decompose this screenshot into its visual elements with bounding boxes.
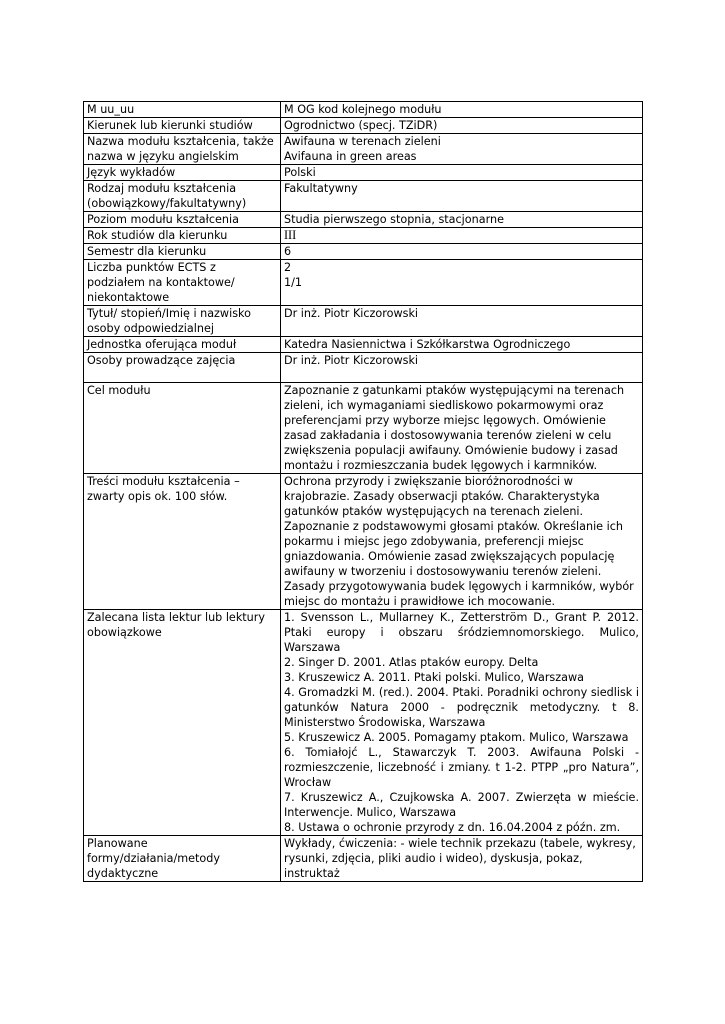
row-value: Ogrodnictwo (specj. TZiDR)	[281, 118, 643, 134]
module-info-table	[83, 101, 643, 882]
row-value: Zapoznanie z gatunkami ptaków występującymi na terenach zieleni, ich wymaganiami siedliskowo pokarmowymi oraz preferencjami przy wyborze miejsc lęgowych. Omówienie zasad zakładania i dostosowywania terenów zieleni w celu zwiększenia populacji awifauny. Omówienie budowy i zasad montażu i rozmieszczania budek lęgowych i karmników.	[281, 383, 643, 474]
row-value: Wykłady, ćwiczenia: - wiele technik przekazu (tabele, wykresy, rysunki, zdjęcia, pliki audio i wideo), dyskusja, pokaz, instruktaż	[281, 836, 643, 882]
row-label: Semestr dla kierunku	[84, 244, 281, 260]
module-name-pl: Awifauna w terenach zieleni	[284, 135, 441, 148]
table-row	[84, 118, 643, 134]
row-value	[281, 260, 643, 306]
reading-item: 3. Kruszewicz A. 2011. Ptaki polski. Mulico, Warszawa	[284, 671, 584, 684]
row-value: III	[281, 228, 643, 244]
row-label: Liczba punktów ECTS z podziałem na kontaktowe/ niekontaktowe	[84, 260, 281, 306]
reading-item: 5. Kruszewicz A. 2005. Pomagamy ptakom. Mulico, Warszawa	[284, 731, 629, 744]
table-row	[84, 244, 643, 260]
row-label: Zalecana lista lektur lub lektury obowiązkowe	[84, 610, 281, 836]
row-value: Studia pierwszego stopnia, stacjonarne	[281, 212, 643, 228]
row-label: Planowane formy/działania/metody dydaktyczne	[84, 836, 281, 882]
row-label: Rodzaj modułu kształcenia (obowiązkowy/fakultatywny)	[84, 181, 281, 212]
row-label: Poziom modułu kształcenia	[84, 212, 281, 228]
table-row	[84, 260, 643, 306]
row-value: Dr inż. Piotr Kiczorowski	[281, 306, 643, 337]
row-value	[281, 134, 643, 165]
row-value	[281, 353, 643, 383]
table-row	[84, 165, 643, 181]
ects-total: 2	[284, 261, 292, 274]
row-value: Ochrona przyrody i zwiększanie bioróżnorodności w krajobrazie. Zasady obserwacji ptaków. Charakterystyka gatunków ptaków występujących na terenach zieleni. Zapoznanie z podstawowymi głosami ptaków. Określanie ich pokarmu i miejsc jego zdobywania, preferencji miejsc gniazdowania. Omówienie zasad zwiększających populację awifauny w tworzeniu i dostosowywaniu terenów zieleni. Zasady przygotowywania budek lęgowych i karmników, wybór miejsc do montażu i prawidłowe ich mocowanie.	[281, 474, 643, 610]
row-label: Język wykładów	[84, 165, 281, 181]
reading-item: 4. Gromadzki M. (red.). 2004. Ptaki. Poradniki ochrony siedlisk i gatunków Natura 2000 - podręcznik metodyczny. t 8. Ministerstwo Środowiska, Warszawa	[284, 686, 639, 729]
table-row	[84, 383, 643, 474]
table-row	[84, 353, 643, 383]
row-label: Tytuł/ stopień/Imię i nazwisko osoby odpowiedzialnej	[84, 306, 281, 337]
table-row	[84, 228, 643, 244]
row-label: M uu_uu	[84, 102, 281, 118]
row-label: Nazwa modułu kształcenia, także nazwa w języku angielskim	[84, 134, 281, 165]
row-value: M OG kod kolejnego modułu	[281, 102, 643, 118]
table-row	[84, 836, 643, 882]
ects-split: 1/1	[284, 276, 303, 289]
table-row	[84, 337, 643, 353]
row-label: Osoby prowadzące zajęcia	[84, 353, 281, 383]
table-row	[84, 474, 643, 610]
row-value: Fakultatywny	[281, 181, 643, 212]
reading-item: 7. Kruszewicz A., Czujkowska A. 2007. Zwierzęta w mieście. Interwencje. Mulico, Warszawa	[284, 791, 639, 819]
table-row	[84, 610, 643, 836]
table-row	[84, 181, 643, 212]
row-value	[281, 610, 643, 836]
row-label: Treści modułu kształcenia – zwarty opis ok. 100 słów.	[84, 474, 281, 610]
reading-item: 1. Svensson L., Mullarney K., Zetterström D., Grant P. 2012. Ptaki europy i obszaru śródziemnomorskiego. Mulico, Warszawa	[284, 611, 639, 654]
reading-item: 2. Singer D. 2001. Atlas ptaków europy. Delta	[284, 656, 539, 669]
instructor-name: Dr inż. Piotr Kiczorowski	[284, 354, 419, 367]
module-description-sheet	[83, 101, 640, 882]
table-row	[84, 306, 643, 337]
row-label: Rok studiów dla kierunku	[84, 228, 281, 244]
row-value: Polski	[281, 165, 643, 181]
module-name-en: Avifauna in green areas	[284, 150, 417, 163]
row-value: Katedra Nasiennictwa i Szkółkarstwa Ogrodniczego	[281, 337, 643, 353]
table-row	[84, 102, 643, 118]
reading-item: 8. Ustawa o ochronie przyrody z dn. 16.04.2004 z późn. zm.	[284, 821, 621, 834]
row-label: Cel modułu	[84, 383, 281, 474]
row-label: Kierunek lub kierunki studiów	[84, 118, 281, 134]
table-row	[84, 134, 643, 165]
row-label: Jednostka oferująca moduł	[84, 337, 281, 353]
row-value: 6	[281, 244, 643, 260]
reading-item: 6. Tomiałojć L., Stawarczyk T. 2003. Awifauna Polski - rozmieszczenie, liczebność i zmiany. t 1-2. PTPP „pro Natura”, Wrocław	[284, 746, 639, 789]
table-row	[84, 212, 643, 228]
spacer	[284, 368, 639, 382]
